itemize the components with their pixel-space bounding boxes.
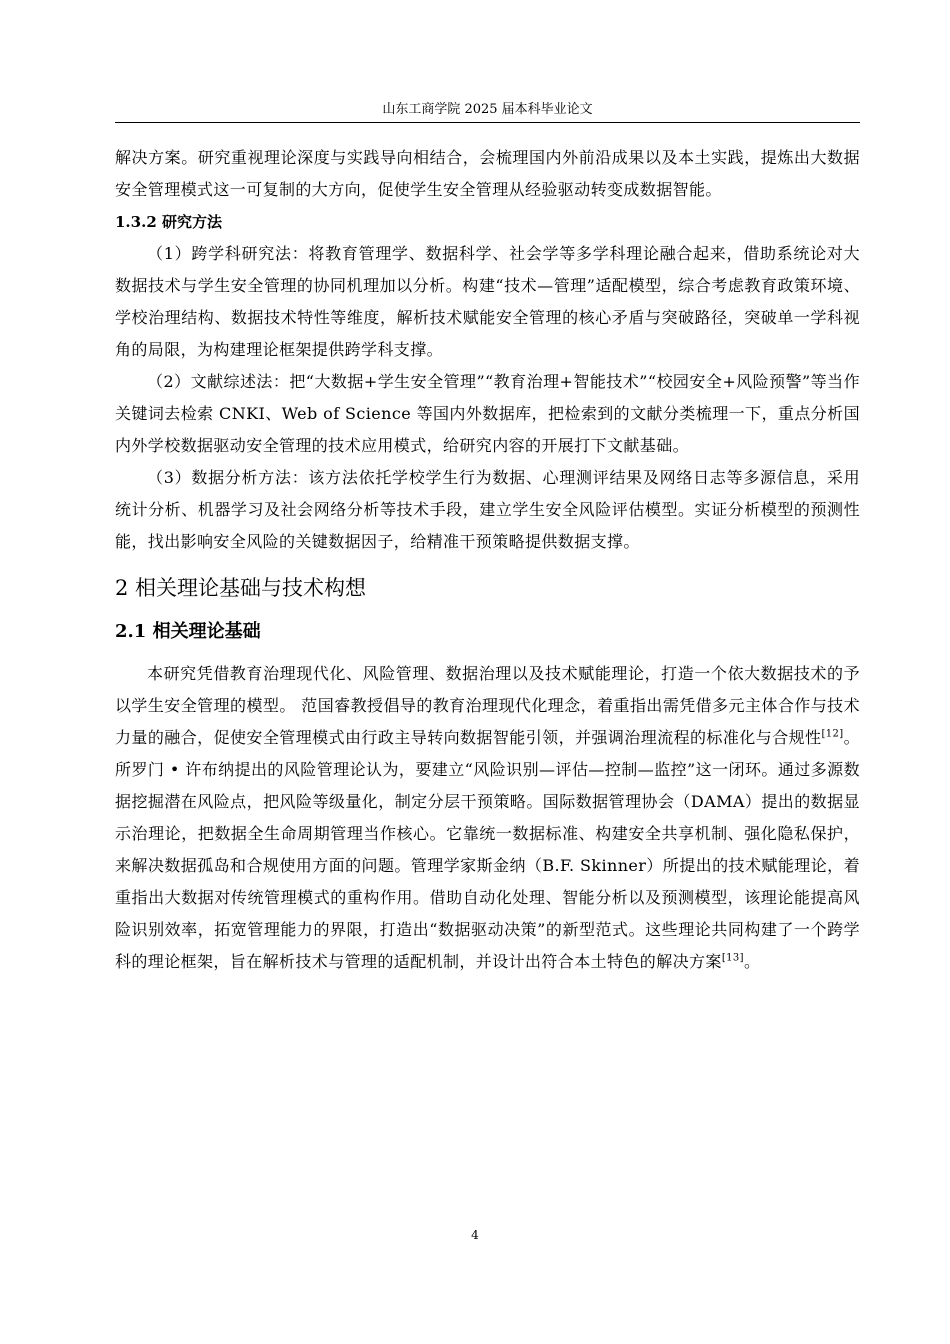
method-paragraph-3: （3）数据分析方法：该方法依托学校学生行为数据、心理测评结果及网络日志等多源信息，采用统计分析、机器学习及社会网络分析等技术手段，建立学生安全风险评估模型。实证分析模型的预测性能，找出影响安全风险的关键数据因子，给精准干预策略提供数据支撑。 (115, 468, 860, 551)
section-heading-1-3-2: 1.3.2 研究方法 (115, 213, 222, 231)
theory-paragraph (115, 658, 860, 978)
section-heading-2-1: 2.1 相关理论基础 (115, 621, 261, 642)
method-paragraph-1: （1）跨学科研究法：将教育管理学、数据科学、社会学等多学科理论融合起来，借助系统论对大数据技术与学生安全管理的协同机理加以分析。构建“技术—管理”适配模型，综合考虑教育政策环境、学校治理结构、数据技术特性等维度，解析技术赋能安全管理的核心矛盾与突破路径，突破单一学科视角的局限，为构建理论框架提供跨学科支撑。 (115, 244, 860, 359)
theory-text-part1: 本研究凭借教育治理现代化、风险管理、数据治理以及技术赋能理论，打造一个依大数据技术的予以学生安全管理的模型。 范国睿教授倡导的教育治理现代化理念，着重指出需凭借多元主体合作与技术力量的融合，促使安全管理模式由行政主导转向数据智能引领，并强调治理流程的标准化与合规性 (115, 664, 860, 747)
method-paragraph-2: （2）文献综述法：把“大数据+学生安全管理”“教育治理+智能技术”“校园安全+风险预警”等当作关键词去检索 CNKI、Web of Science 等国内外数据库，把检索到的文献分类梳理一下，重点分析国内外学校数据驱动安全管理的技术应用模式，给研究内容的开展打下文献基础。 (115, 372, 860, 455)
citation-13: [13] (721, 952, 744, 964)
page-number: 4 (471, 1228, 479, 1242)
citation-12: [12] (821, 728, 844, 740)
intro-paragraph: 解决方案。研究重视理论深度与实践导向相结合，会梳理国内外前沿成果以及本土实践，提炼出大数据安全管理模式这一可复制的大方向，促使学生安全管理从经验驱动转变成数据智能。 (115, 148, 860, 199)
page-body (115, 142, 860, 978)
chapter-heading-2: 2 相关理论基础与技术构想 (115, 576, 367, 600)
theory-text-part2: 。所罗门 • 许布纳提出的风险管理论认为，要建立“风险识别—评估—控制—监控”这一闭环。通过多源数据挖掘潜在风险点，把风险等级量化，制定分层干预策略。国际数据管理协会（DAMA）提出的数据显示治理论，把数据全生命周期管理当作核心。它靠统一数据标准、构建安全共享机制、强化隐私保护，来解决数据孤岛和合规使用方面的问题。管理学家斯金纳（B.F. Skinner）所提出的技术赋能理论，着重指出大数据对传统管理模式的重构作用。借助自动化处理、智能分析以及预测模型，该理论能提高风险识别效率，拓宽管理能力的界限，打造出“数据驱动决策”的新型范式。这些理论共同构建了一个跨学科的理论框架，旨在解析技术与管理的适配机制，并设计出符合本土特色的解决方案 (115, 728, 861, 971)
theory-text-part3: 。 (743, 952, 761, 971)
running-header: 山东工商学院 2025 届本科毕业论文 (115, 98, 860, 123)
